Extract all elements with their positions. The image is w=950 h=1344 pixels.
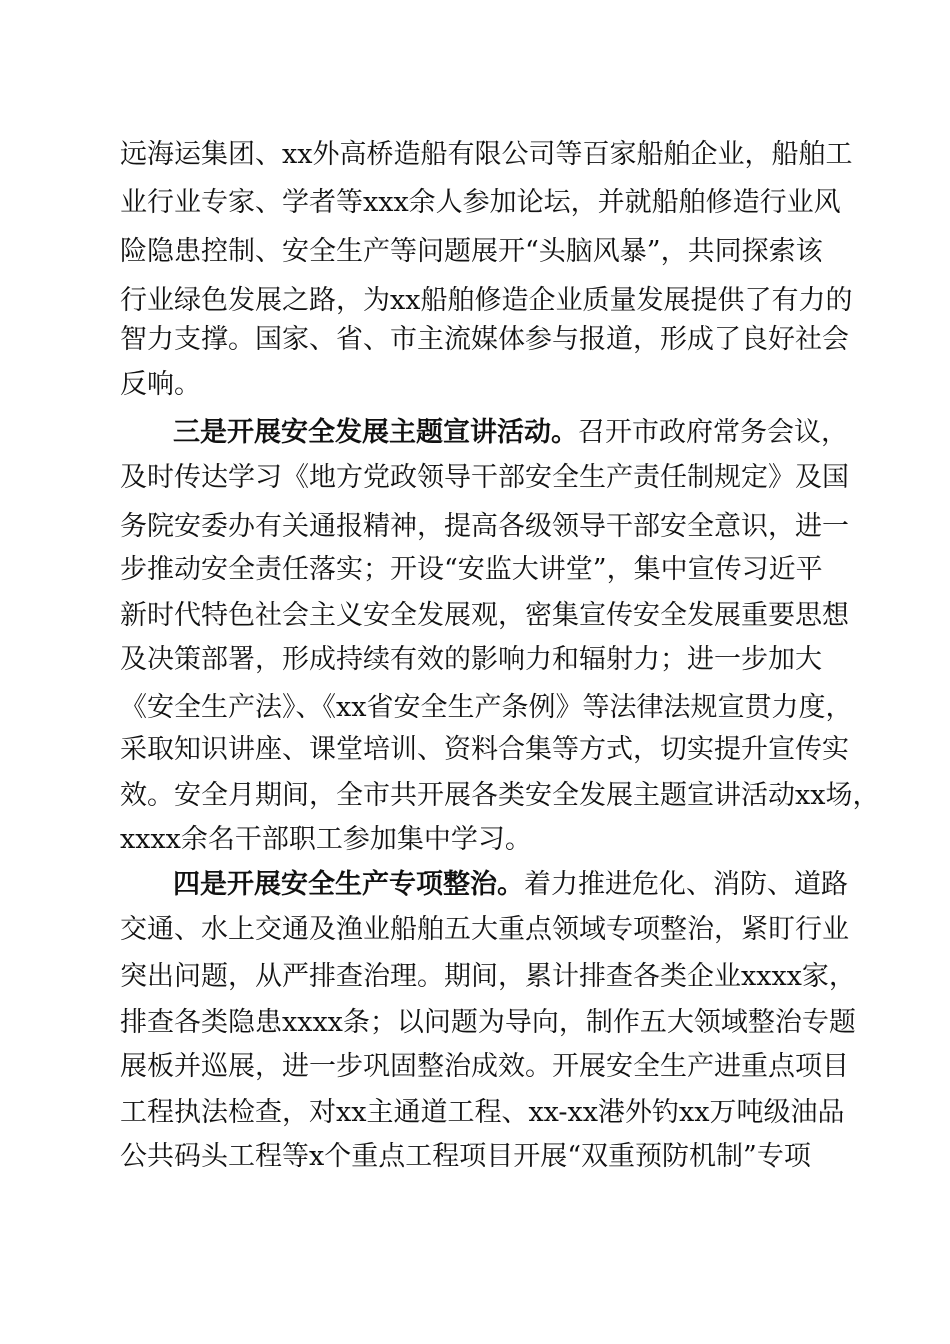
text-line-23: 公共码头工程等x个重点工程项目开展“双重预防机制”专项 [120,1141,811,1172]
text-line-22: 工程执法检查，对xx主通道工程、xx-xx港外钓xx万吨级油品 [120,1097,845,1128]
text-line-19: 突出问题，从严排查治理。期间，累计排查各类企业xxxx家， [120,961,856,992]
text-line-6: 反响。 [120,369,201,400]
text-line-9: 务院安委办有关通报精神，提高各级领导干部安全意识，进一 [120,511,849,542]
paragraph-3-lead: 召开市政府常务会议， [578,417,848,448]
paragraph-4-heading: 四是开展安全生产专项整治。 [173,869,524,900]
paragraph-4-first-line [173,865,848,905]
text-line-3: 险隐患控制、安全生产等问题展开“头脑风暴”，共同探索该 [120,236,823,267]
text-line-4: 行业绿色发展之路，为xx船舶修造企业质量发展提供了有力的 [120,285,853,316]
text-line-18: 交通、水上交通及渔业船舶五大重点领域专项整治，紧盯行业 [120,914,849,945]
text-line-14: 采取知识讲座、课堂培训、资料合集等方式，切实提升宣传实 [120,734,849,765]
text-line-8: 及时传达学习《地方党政领导干部安全生产责任制规定》及国 [120,462,849,493]
text-line-11: 新时代特色社会主义安全发展观，密集宣传安全发展重要思想 [120,600,849,631]
text-line-20: 排查各类隐患xxxx条；以问题为导向，制作五大领域整治专题 [120,1007,856,1038]
text-line-13: 《安全生产法》、《xx省安全生产条例》等法律法规宣贯力度， [120,692,853,723]
text-line-10: 步推动安全责任落实；开设“安监大讲堂”，集中宣传习近平 [120,554,823,585]
text-line-12: 及决策部署，形成持续有效的影响力和辐射力；进一步加大 [120,644,822,675]
text-line-16: xxxx余名干部职工参加集中学习。 [120,824,532,855]
text-line-15: 效。安全月期间，全市共开展各类安全发展主题宣讲活动xx场， [120,780,880,811]
paragraph-4-lead: 着力推进危化、消防、道路 [524,869,848,900]
text-line-5: 智力支撑。国家、省、市主流媒体参与报道，形成了良好社会 [120,324,849,355]
text-line-21: 展板并巡展，进一步巩固整治成效。开展安全生产进重点项目 [120,1051,849,1082]
text-line-1: 远海运集团、xx外高桥造船有限公司等百家船舶企业，船舶工 [120,139,853,170]
paragraph-3-first-line [173,413,848,453]
text-line-2: 业行业专家、学者等xxx余人参加论坛，并就船舶修造行业风 [120,187,841,218]
paragraph-3-heading: 三是开展安全发展主题宣讲活动。 [173,417,578,448]
